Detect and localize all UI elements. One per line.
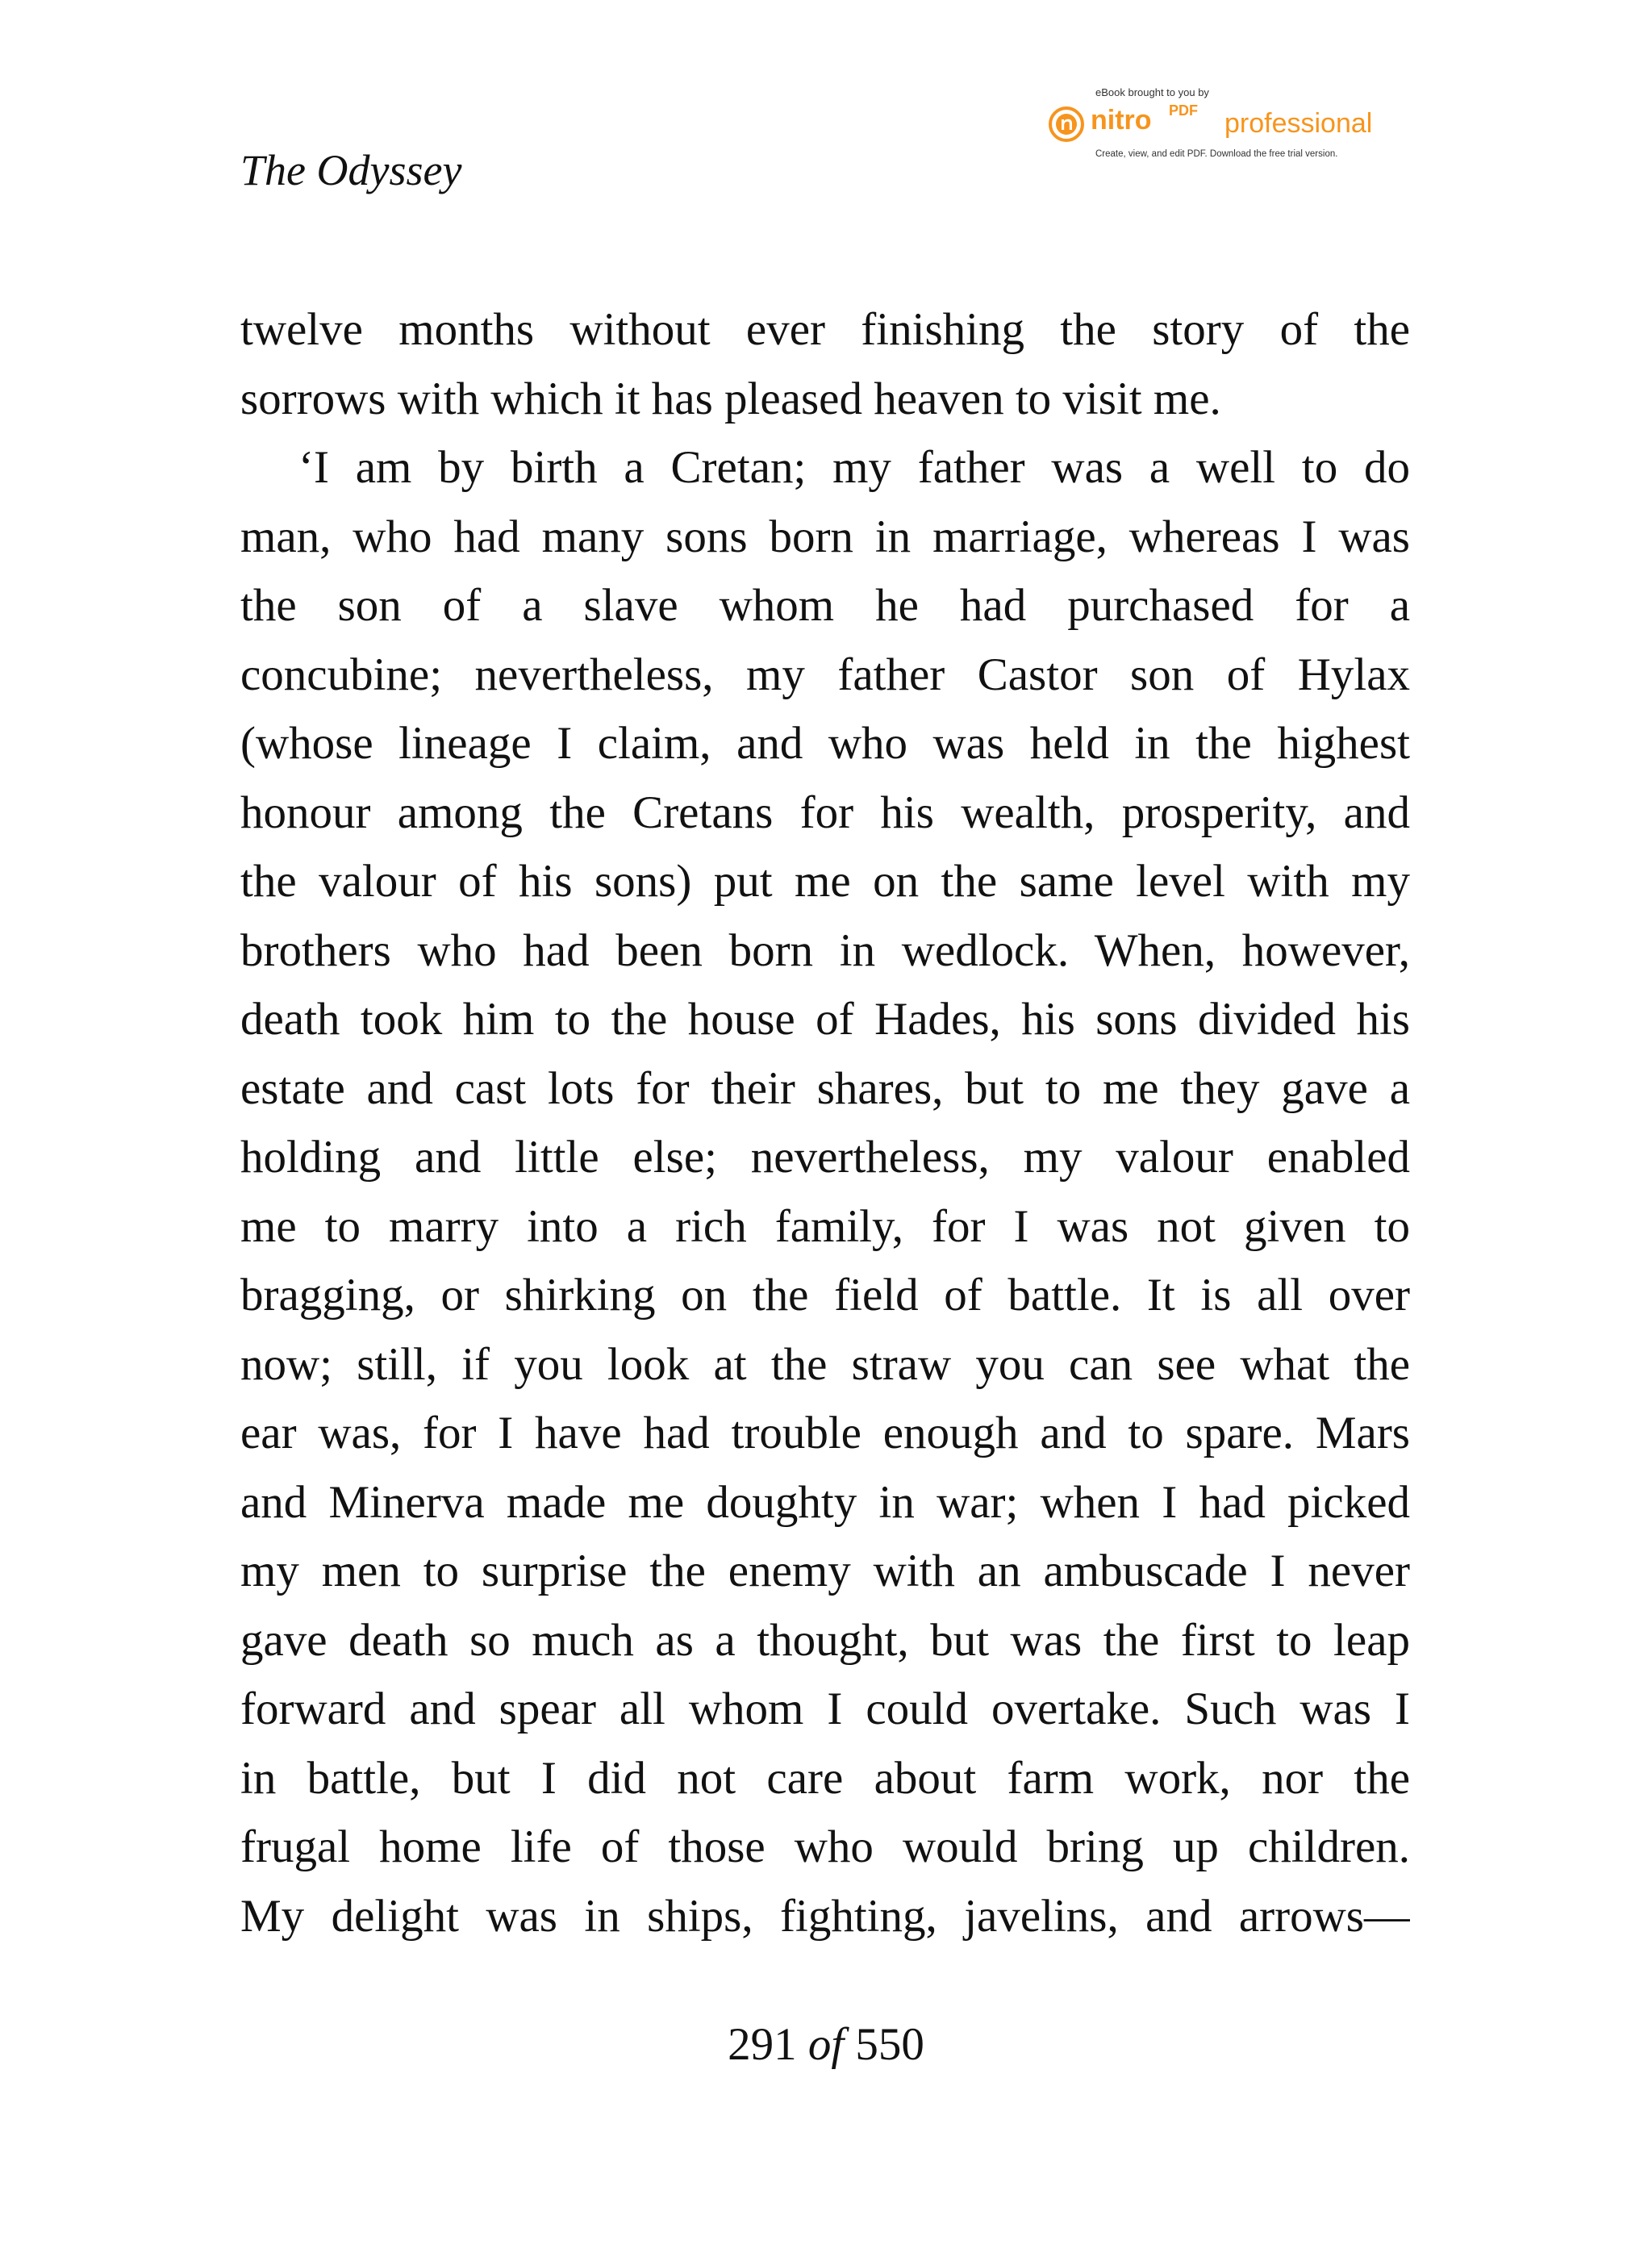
text-line: and Minerva made me doughty in war; when I had picked [240, 1476, 1410, 1528]
text-line: ear was, for I have had trouble enough and to spare. Mars [240, 1408, 1410, 1458]
text-line: the valour of his sons) put me on the same level with my [240, 856, 1410, 907]
page-total: 550 [855, 2019, 924, 2070]
text-line: my men to surprise the enemy with an ambuscade I never [240, 1546, 1410, 1596]
text-line: (whose lineage I claim, and who was held in the highest [240, 718, 1410, 769]
text-line: the son of a slave whom he had purchased for a [240, 580, 1410, 631]
text-line: man, who had many sons born in marriage, whereas I was [240, 511, 1410, 562]
text-line: forward and spear all whom I could overtake. Such was I [240, 1683, 1410, 1734]
text-line: gave death so much as a thought, but was the first to leap [240, 1614, 1410, 1666]
text-line: brothers who had been born in wedlock. When, however, [240, 924, 1410, 976]
running-head: The Odyssey [240, 146, 462, 194]
banner-brought-text: eBook brought to you by [1095, 86, 1209, 98]
text-line: ‘I am by birth a Cretan; my father was a well to do [298, 442, 1410, 493]
text-line: concubine; nevertheless, my father Castor son of Hylax [240, 649, 1410, 700]
text-line: me to marry into a rich family, for I was not given to [240, 1200, 1410, 1252]
page-of: of [807, 2019, 845, 2070]
banner-brand-sup: PDF [1169, 102, 1198, 119]
text-line: estate and cast lots for their shares, but to me they gave a [240, 1062, 1410, 1114]
text-line: in battle, but I did not care about farm work, nor the [240, 1752, 1410, 1804]
text-line: holding and little else; nevertheless, my valour enabled [240, 1132, 1410, 1183]
text-line: twelve months without ever finishing the story of the [240, 304, 1410, 355]
nitro-logo-icon [1049, 106, 1084, 142]
page-number [0, 2019, 1652, 2070]
banner-tagline: Create, view, and edit PDF. Download the free trial version. [1095, 149, 1338, 159]
text-line: My delight was in ships, fighting, javelins, and arrows— [240, 1890, 1410, 1942]
page-current: 291 [728, 2019, 797, 2070]
body-text [240, 302, 1410, 1957]
text-line: bragging, or shirking on the field of battle. It is all over [240, 1270, 1410, 1321]
text-line: now; still, if you look at the straw you can see what the [240, 1338, 1410, 1390]
text-line: sorrows with which it has pleased heaven to visit me. [240, 373, 1221, 424]
text-line: frugal home life of those who would bring up children. [240, 1821, 1410, 1872]
text-line: death took him to the house of Hades, his sons divided his [240, 994, 1410, 1045]
ebook-banner [1041, 87, 1412, 168]
banner-brand: nitro [1091, 105, 1152, 136]
text-line: honour among the Cretans for his wealth, prosperity, and [240, 786, 1410, 838]
banner-product: professional [1224, 108, 1373, 139]
